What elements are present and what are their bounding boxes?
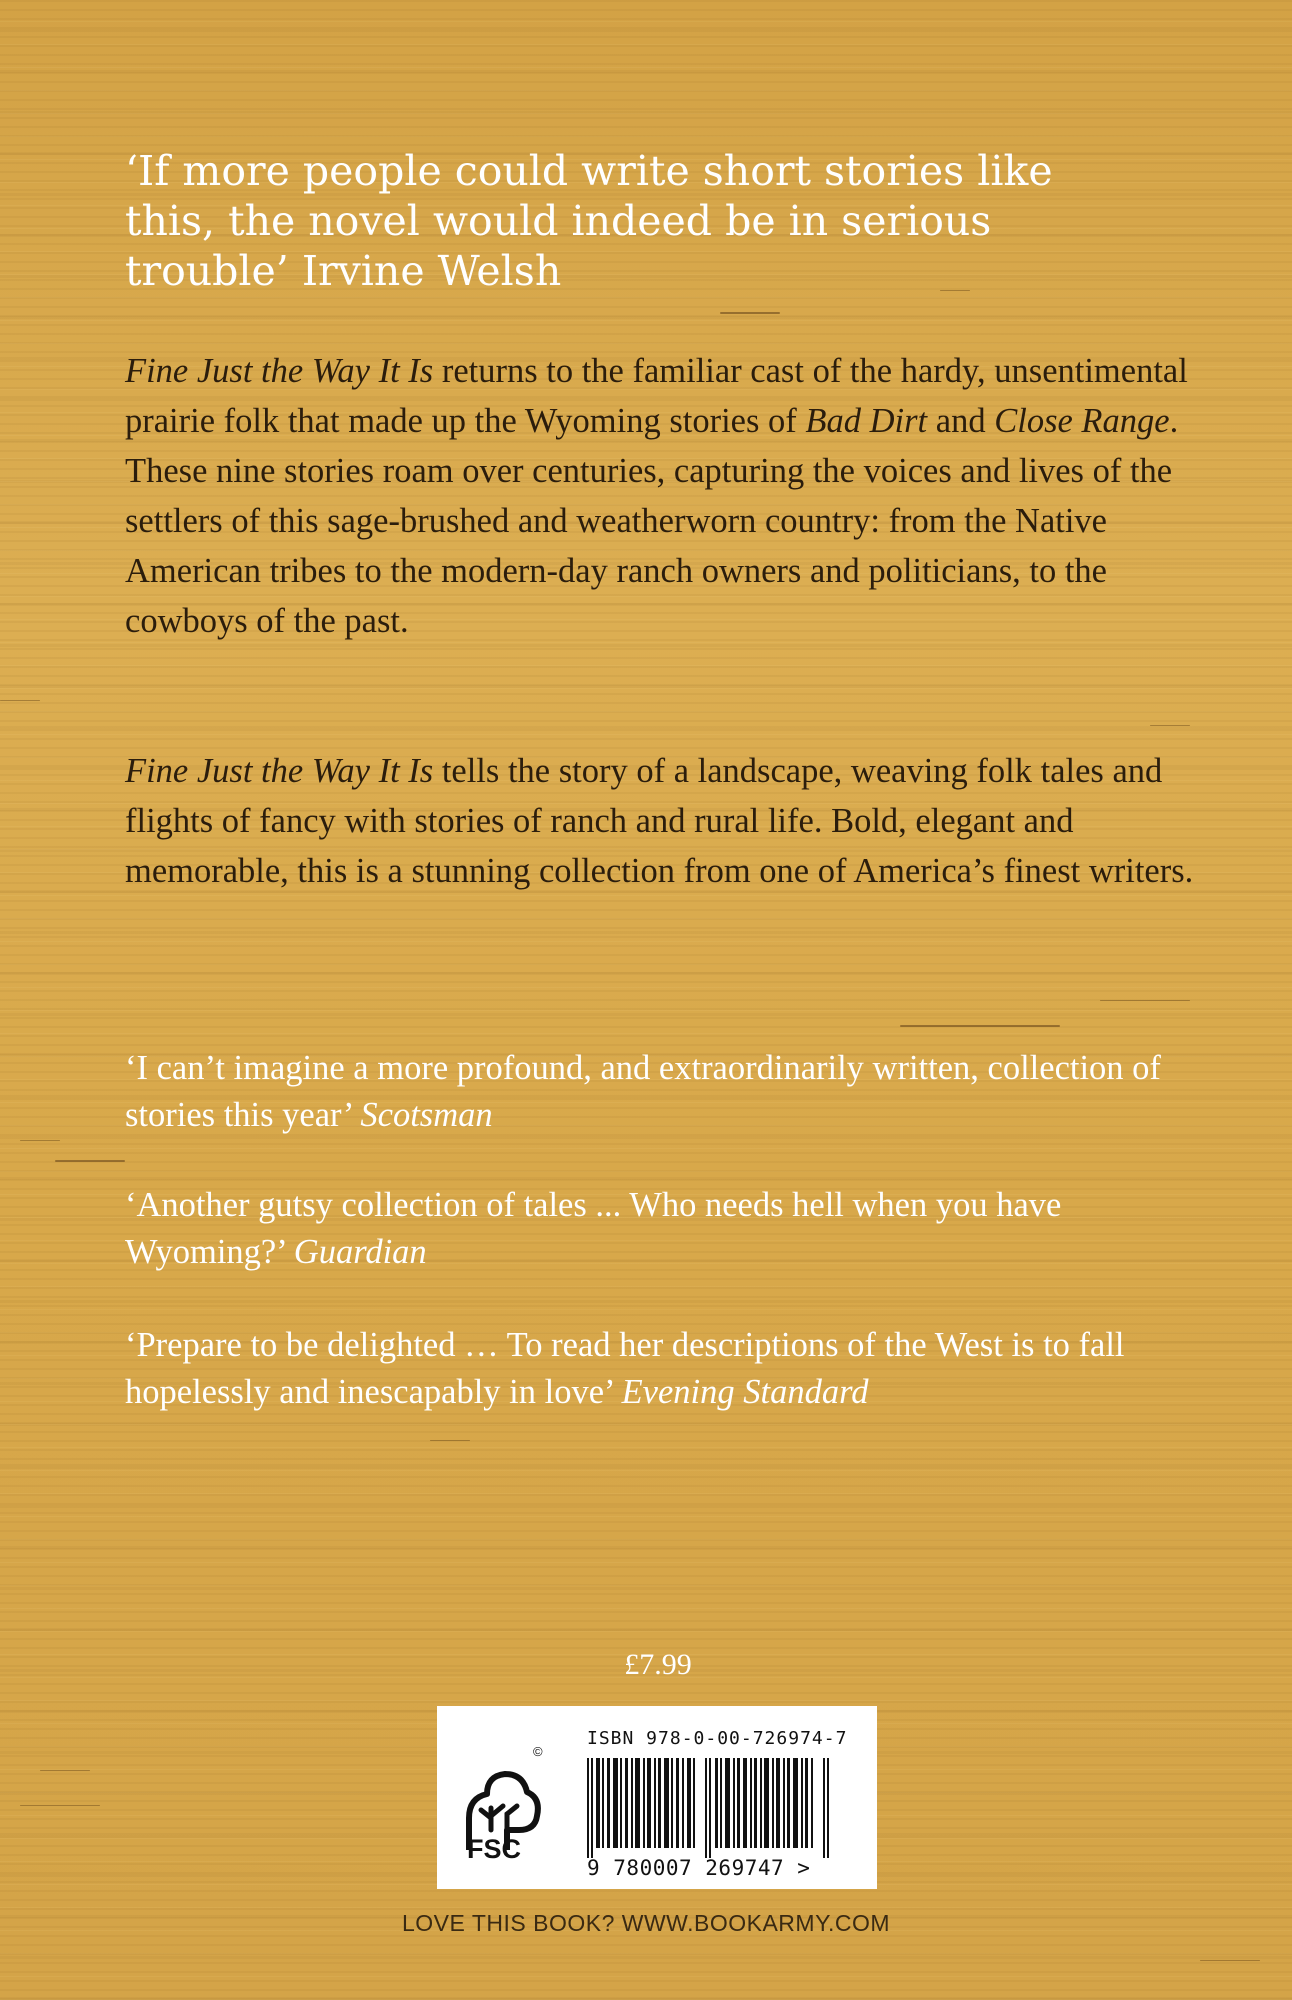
praise-quote-guardian [125,1182,1185,1276]
blurb-text: . These nine stories roam over centuries, capturing the voices and lives of the settlers of this sage-brushed and weatherworn country: from the Native American tribes to the modern-day ranch owners and politicians, to the cowboys of the past. [125,402,1179,640]
price: £7.99 [624,1648,692,1681]
praise-source: Scotsman [360,1096,493,1134]
wood-grain-line [1200,1960,1260,1961]
wood-grain-line [430,1440,470,1441]
praise-source: Evening Standard [621,1373,869,1411]
wood-grain-line [20,1805,100,1806]
wood-grain-line [55,1160,125,1162]
isbn-digits: 9 780007 269747 > [587,1856,811,1880]
isbn-label: ISBN 978-0-00-726974-7 [587,1728,848,1749]
wood-grain-line [1150,725,1190,726]
footer-website: LOVE THIS BOOK? WWW.BOOKARMY.COM [401,1910,890,1936]
praise-text: ‘Another gutsy collection of tales ... Who needs hell when you have Wyoming?’ [125,1186,1062,1271]
fsc-label: FSC [467,1834,521,1864]
book-title: Fine Just the Way It Is [125,352,434,390]
wood-grain-line [40,1770,90,1771]
wood-grain-line [720,312,780,314]
praise-quote-scotsman [125,1045,1185,1139]
praise-quote-evening-standard [125,1322,1185,1416]
wood-grain-line [900,1025,1060,1027]
book-title-bad-dirt: Bad Dirt [805,402,928,440]
wood-grain-line [0,700,40,701]
praise-text: ‘I can’t imagine a more profound, and extraordinarily written, collection of stories this year’ [125,1049,1161,1134]
praise-source: Guardian [293,1233,427,1271]
lead-quote: ‘If more people could write short stories like this, the novel would indeed be in serious trouble’ Irvine Welsh [125,147,1053,295]
praise-text: ‘Prepare to be delighted … To read her descriptions of the West is to fall hopelessly and inescapably in love’ [125,1326,1125,1411]
copyright-mark: © [533,1744,543,1759]
blurb-paragraph-1 [125,346,1205,646]
barcode-panel [437,1706,877,1889]
blurb-text: returns to the familiar cast of the hardy, unsentimental prairie folk that made up the Wyoming stories of [125,352,1188,440]
blurb-text: and [927,402,995,440]
book-title-close-range: Close Range [994,402,1170,440]
blurb-text: tells the story of a landscape, weaving folk tales and flights of fancy with stories of ranch and rural life. Bold, elegant and memorable, this is a stunning collection from one of America’s finest writers. [125,752,1194,890]
book-title: Fine Just the Way It Is [125,752,434,790]
blurb-paragraph-2 [125,746,1205,896]
wood-grain-line [1100,1000,1190,1001]
barcode-bars [587,1758,837,1858]
wood-grain-line [20,1140,60,1141]
